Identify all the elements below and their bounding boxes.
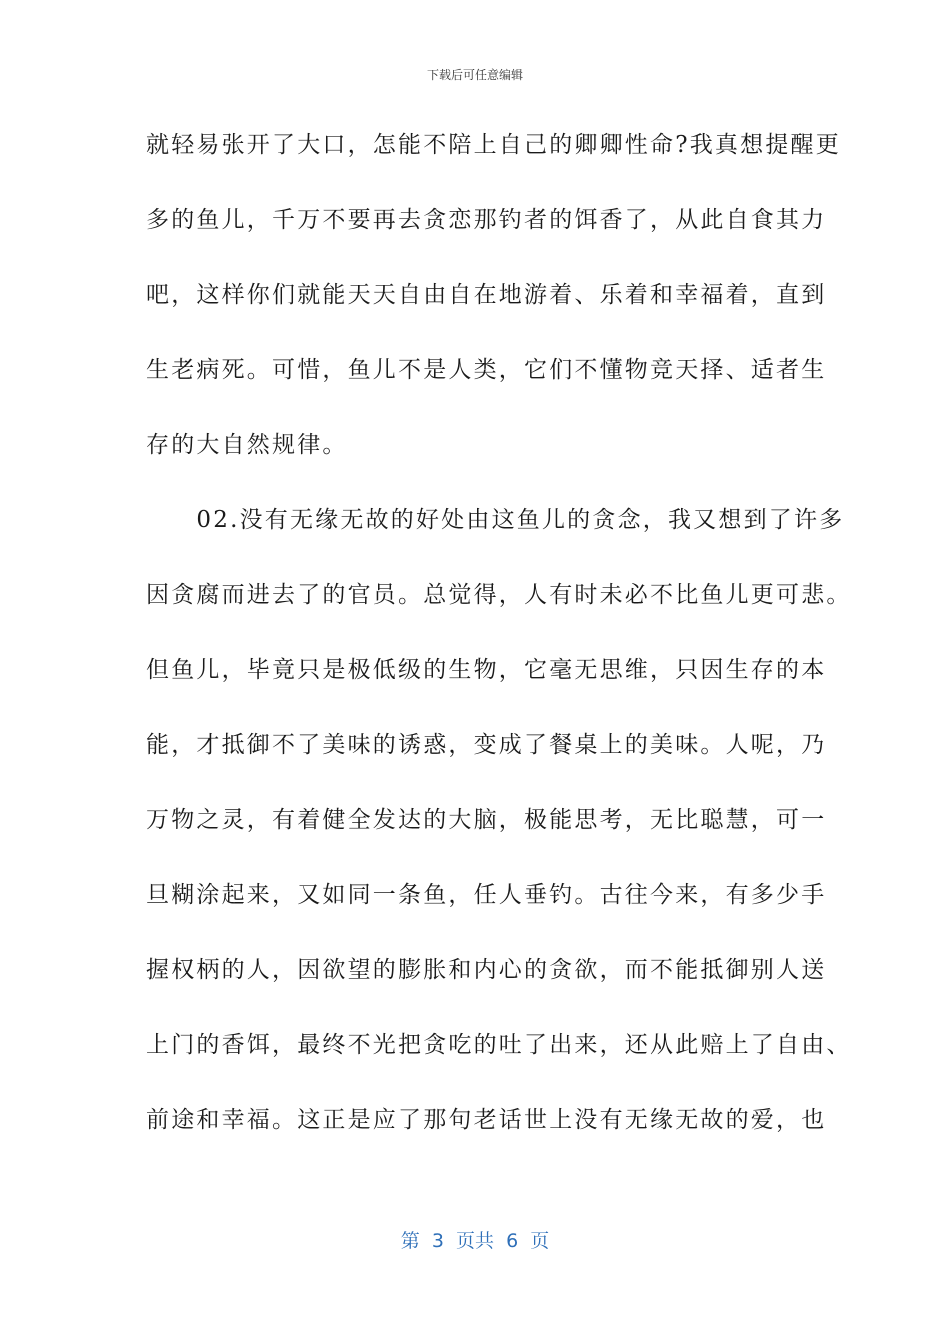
text-line: 吧，这样你们就能天天自由自在地游着、乐着和幸福着，直到: [146, 282, 827, 308]
paragraph-start-line: 02.没有无缘无故的好处由这鱼儿的贪念，我又想到了许多: [146, 507, 845, 533]
text-line: 前途和幸福。这正是应了那句老话世上没有无缘无故的爱，也: [146, 1107, 827, 1133]
text-line: 上门的香饵，最终不光把贪吃的吐了出来，还从此赔上了自由、: [146, 1032, 852, 1058]
text-line: 多的鱼儿，千万不要再去贪恋那钓者的饵香了，从此自食其力: [146, 207, 827, 233]
text-line: 能，才抵御不了美味的诱惑，变成了餐桌上的美味。人呢，乃: [146, 732, 827, 758]
text-line: 但鱼儿，毕竟只是极低级的生物，它毫无思维，只因生存的本: [146, 657, 827, 683]
text-line: 就轻易张开了大口，怎能不陪上自己的卿卿性命?我真想提醒更: [146, 132, 841, 158]
page-number: 第 3 页共 6 页: [400, 1230, 550, 1252]
text-line: 因贪腐而进去了的官员。总觉得，人有时未必不比鱼儿更可悲。: [146, 582, 852, 608]
text-line: 握权柄的人，因欲望的膨胀和内心的贪欲，而不能抵御别人送: [146, 957, 827, 983]
text-line: 旦糊涂起来，又如同一条鱼，任人垂钓。古往今来，有多少手: [146, 882, 827, 908]
header-note: 下载后可任意编辑: [426, 68, 523, 82]
text-line: 生老病死。可惜，鱼儿不是人类，它们不懂物竞天择、适者生: [146, 357, 827, 383]
text-line: 存的大自然规律。: [146, 432, 348, 458]
text-line: 万物之灵，有着健全发达的大脑，极能思考，无比聪慧，可一: [146, 807, 827, 833]
